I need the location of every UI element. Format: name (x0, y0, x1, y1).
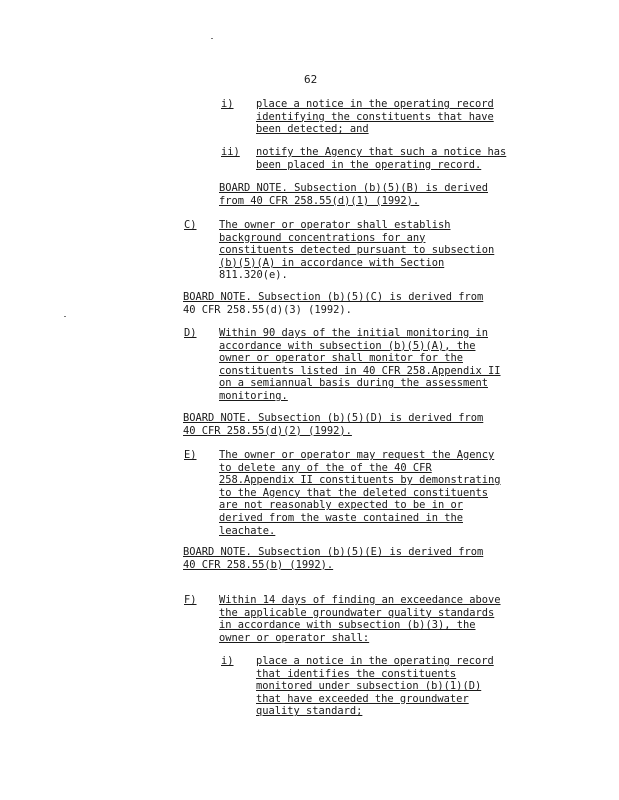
item-i-text (256, 98, 494, 136)
item-label-ii: ii) (221, 146, 240, 158)
text-line: to delete any of the of the 40 CFR (219, 461, 432, 474)
text-line: place a notice in the operating record (256, 98, 494, 110)
text-line: place a notice in the operating record (256, 655, 494, 667)
text-line: are not reasonably expected to be in or (219, 499, 463, 512)
text-line: leachate. (219, 524, 276, 537)
item-label-d: D) (184, 327, 197, 339)
text-line: 40 CFR 258.55(b) (1992). (183, 558, 334, 571)
scan-speck (211, 38, 213, 39)
item-e-text (219, 449, 501, 537)
text-line: on a semiannual basis during the assessment (219, 377, 488, 390)
text-line: (b)(5)(A) in accordance with Section (219, 256, 445, 269)
text-line: that identifies the constituents (256, 667, 457, 680)
item-f-i-text (256, 655, 494, 718)
text-line: BOARD NOTE. Subsection (b)(5)(C) is derived from (183, 291, 484, 303)
text-line: been placed in the operating record. (256, 158, 482, 171)
text-line: The owner or operator shall establish (219, 219, 451, 231)
text-line: monitored under subsection (b)(1)(D) (256, 680, 482, 693)
text-line: owner or operator shall: (219, 631, 370, 644)
text-line: BOARD NOTE. Subsection (b)(5)(B) is derived (219, 182, 488, 194)
page-number: 62 (304, 73, 318, 86)
text-line: BOARD NOTE. Subsection (b)(5)(E) is derived from (183, 546, 484, 558)
text-line: to the Agency that the deleted constituents (219, 486, 488, 499)
text-line: Within 90 days of the initial monitoring in (219, 327, 488, 339)
text-line: in accordance with subsection (b)(3), the (219, 619, 476, 632)
text-line: 40 CFR 258.55(d)(3) (1992). (183, 303, 352, 316)
item-d-text (219, 327, 501, 403)
board-note-b5d (183, 412, 483, 437)
item-c-text (219, 219, 494, 282)
text-line: the applicable groundwater quality standards (219, 606, 495, 619)
scan-speck (64, 316, 66, 317)
text-line: 258.Appendix II constituents by demonstrating (219, 474, 501, 487)
text-line: been detected; and (256, 123, 369, 136)
item-label-f: F) (184, 594, 197, 606)
text-line: 40 CFR 258.55(d)(2) (1992). (183, 424, 352, 437)
board-note-b5c (183, 291, 483, 316)
text-line: that have exceeded the groundwater (256, 692, 469, 705)
text-line: BOARD NOTE. Subsection (b)(5)(D) is derived from (183, 412, 484, 424)
text-line: constituents listed in 40 CFR 258.Appendix II (219, 364, 501, 377)
text-line: constituents detected pursuant to subsection (219, 244, 495, 257)
item-label-e: E) (184, 449, 197, 461)
text-line: identifying the constituents that have (256, 110, 494, 123)
text-line: derived from the waste contained in the (219, 511, 463, 524)
item-label-f-i: i) (221, 655, 234, 667)
item-label-i: i) (221, 98, 234, 110)
text-line: notify the Agency that such a notice has (256, 146, 507, 158)
board-note-b5e (183, 546, 483, 571)
text-line: 811.320(e). (219, 269, 288, 282)
board-note-b5b (219, 182, 488, 207)
text-line: owner or operator shall monitor for the (219, 352, 463, 365)
text-line: quality standard; (256, 705, 363, 718)
text-line: monitoring. (219, 389, 288, 402)
item-label-c: C) (184, 219, 197, 231)
text-line: accordance with subsection (b)(5)(A), the (219, 339, 476, 352)
item-ii-text (256, 146, 506, 171)
text-line: from 40 CFR 258.55(d)(1) (1992). (219, 194, 420, 207)
text-line: Within 14 days of finding an exceedance above (219, 594, 501, 606)
text-line: The owner or operator may request the Agency (219, 449, 495, 461)
item-f-text (219, 594, 501, 644)
text-line: background concentrations for any (219, 231, 426, 244)
